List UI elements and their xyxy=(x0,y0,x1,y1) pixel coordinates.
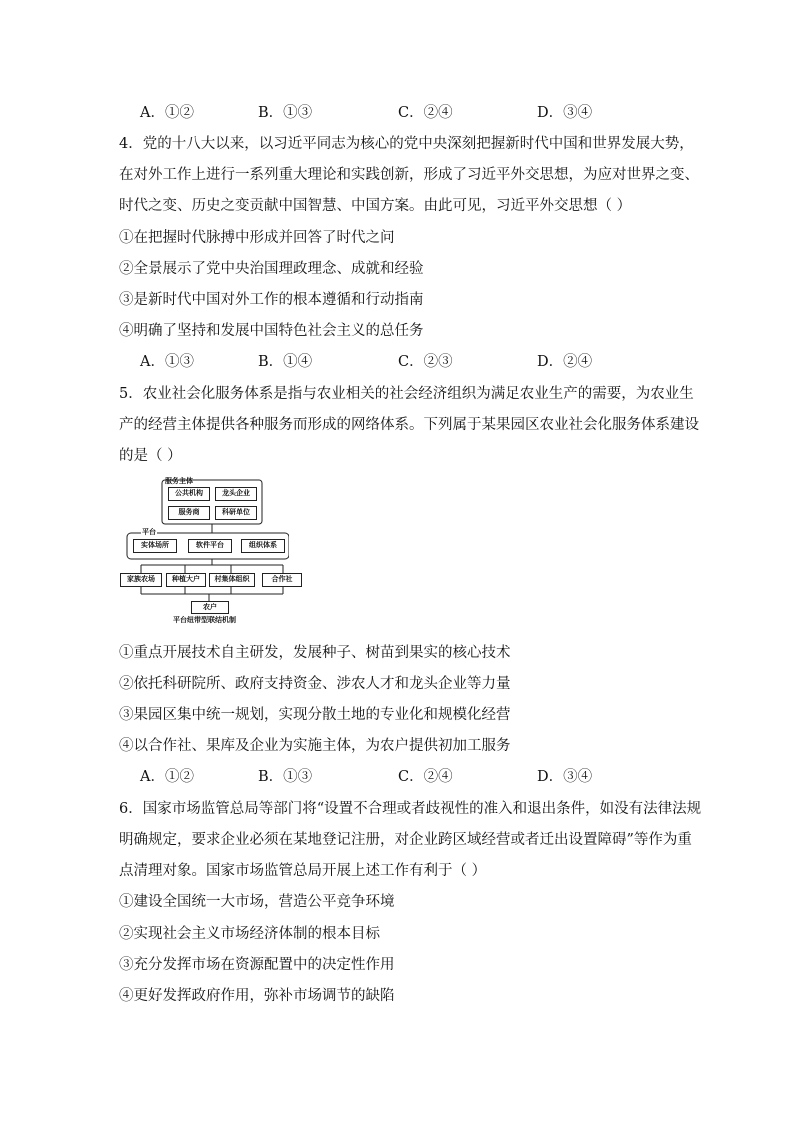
subject-box-cooperative: 合作社 xyxy=(262,573,302,587)
platform-box-software: 软件平台 xyxy=(188,539,232,553)
platform-title: 平台 xyxy=(142,528,156,536)
platform-box-organization: 组织体系 xyxy=(241,539,285,553)
q6-item-4: ④更好发挥政府作用，弥补市场调节的缺陷 xyxy=(119,988,395,1004)
q4-item-2: ②全景展示了党中央治国理政理念、成就和经验 xyxy=(119,261,424,277)
service-box-public: 公共机构 xyxy=(168,487,210,501)
q5-stem-line-2: 产的经营主体提供各种服务而形成的网络体系。下列属于某果园区农业社会化服务体系建设 xyxy=(119,417,699,433)
q5-option-b: B．①③ xyxy=(258,769,313,785)
q6-item-2: ②实现社会主义市场经济体制的根本目标 xyxy=(119,926,380,942)
service-box-provider: 服务商 xyxy=(168,506,210,520)
subject-box-village-collective: 村集体组织 xyxy=(209,573,255,587)
q4-item-3: ③是新时代中国对外工作的根本遵循和行动指南 xyxy=(119,292,424,308)
q5-option-c: C．②④ xyxy=(398,769,453,785)
q4-item-1: ①在把握时代脉搏中形成并回答了时代之问 xyxy=(119,230,395,246)
q4-option-d: D．②④ xyxy=(537,354,593,370)
subject-box-family-farm: 家族农场 xyxy=(120,573,162,587)
q5-stem-line-3: 的是（ ） xyxy=(119,448,182,464)
q5-item-1: ①重点开展技术自主研发，发展种子、树苗到果实的核心技术 xyxy=(119,645,511,661)
q6-stem-line-2: 明确规定，要求企业必须在某地登记注册，对企业跨区域经营或者迁出设置障碍”等作为重 xyxy=(119,832,692,848)
service-title: 服务主体 xyxy=(165,477,193,485)
q5-item-3: ③果园区集中统一规划，实现分散土地的专业化和规模化经营 xyxy=(119,707,511,723)
q3-option-c: C．②④ xyxy=(398,105,453,121)
q4-stem-line-3: 时代之变、历史之变贡献中国智慧、中国方案。由此可见，习近平外交思想（ ） xyxy=(119,198,632,214)
q4-item-4: ④明确了坚持和发展中国特色社会主义的总任务 xyxy=(119,323,424,339)
q5-option-d: D．③④ xyxy=(537,769,593,785)
farmer-box: 农户 xyxy=(191,601,229,614)
q5-option-a: A．①② xyxy=(140,769,194,785)
service-system-diagram xyxy=(119,477,293,627)
q4-option-a: A．①③ xyxy=(140,354,194,370)
q6-stem-line-1: 6．国家市场监管总局等部门将“设置不合理或者歧视性的准入和退出条件，如没有法律法规 xyxy=(119,801,702,817)
q4-option-b: B．①④ xyxy=(258,354,313,370)
q5-item-4: ④以合作社、果库及企业为实施主体，为农户提供初加工服务 xyxy=(119,738,511,754)
q6-item-3: ③充分发挥市场在资源配置中的决定性作用 xyxy=(119,957,395,973)
platform-box-venue: 实体场所 xyxy=(133,539,177,553)
q3-option-a: A．①② xyxy=(140,105,194,121)
service-box-research: 科研单位 xyxy=(215,506,257,520)
q5-item-2: ②依托科研院所、政府支持资金、涉农人才和龙头企业等力量 xyxy=(119,676,511,692)
diagram-caption: 平台纽带型联结机制 xyxy=(173,616,236,624)
q3-option-d: D．③④ xyxy=(537,105,593,121)
q3-option-b: B．①③ xyxy=(258,105,313,121)
q6-stem-line-3: 点清理对象。国家市场监管总局开展上述工作有利于（ ） xyxy=(119,863,487,879)
q5-stem-line-1: 5．农业社会化服务体系是指与农业相关的社会经济组织为满足农业生产的需要，为农业生 xyxy=(119,386,694,402)
q4-option-c: C．②③ xyxy=(398,354,453,370)
service-box-leading-enterprise: 龙头企业 xyxy=(215,487,257,501)
q4-stem-line-1: 4．党的十八大以来，以习近平同志为核心的党中央深刻把握新时代中国和世界发展大势， xyxy=(119,136,694,152)
q4-stem-line-2: 在对外工作上进行一系列重大理论和实践创新，形成了习近平外交思想，为应对世界之变、 xyxy=(119,167,699,183)
q6-item-1: ①建设全国统一大市场，营造公平竞争环境 xyxy=(119,894,395,910)
subject-box-large-grower: 种植大户 xyxy=(166,573,206,587)
